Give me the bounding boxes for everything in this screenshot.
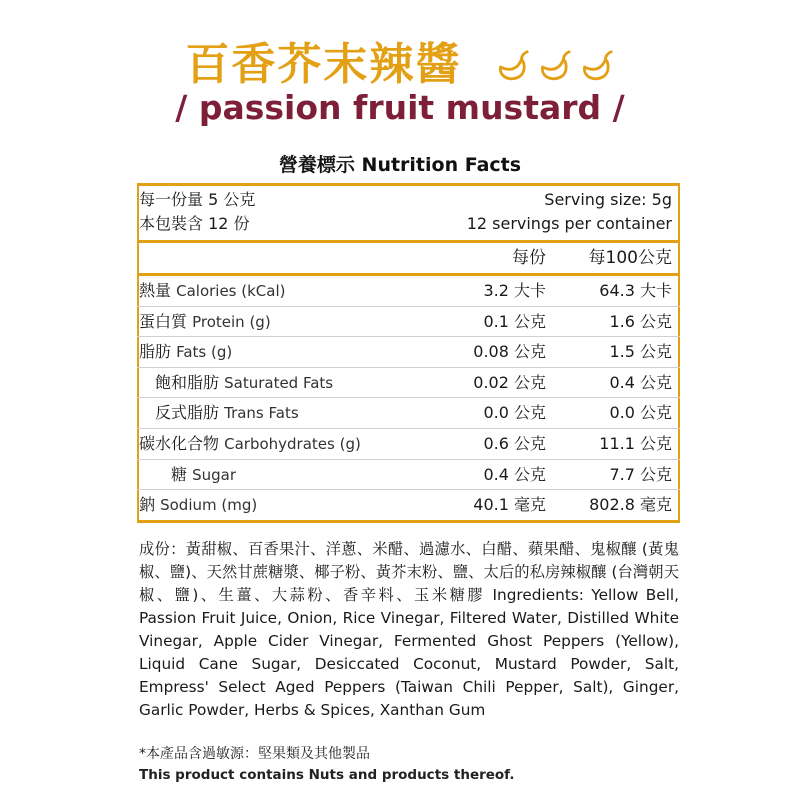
serving-size-cn: 每一份量 5 公克: [139, 190, 256, 209]
heat-level: [493, 48, 615, 86]
chili-pepper-icon: [577, 48, 615, 86]
nutrient-name-cn: 鈉: [139, 495, 156, 515]
nutrient-row: [139, 398, 674, 428]
product-title-en: / passion fruit mustard /: [175, 88, 625, 127]
nutrient-name: [139, 307, 271, 337]
nutrient-name-en: Sugar: [192, 465, 237, 484]
nutrient-name: [139, 490, 257, 520]
nutrient-per-serving: 0.6 公克: [483, 434, 546, 453]
nutrient-name: [139, 276, 286, 306]
nutrient-name-en: Calories (kCal): [176, 282, 286, 300]
nutrient-per-100g: 802.8 毫克: [589, 495, 672, 515]
nutrient-name-en: Saturated Fats: [224, 373, 334, 392]
nutrient-name-cn: 熱量: [139, 281, 172, 300]
nutrient-per-serving: 40.1 毫克: [473, 495, 546, 515]
nutrient-per-100g: 64.3 大卡: [599, 281, 672, 300]
column-header-row: [139, 243, 674, 273]
nutrient-per-serving: 0.1 公克: [483, 311, 546, 331]
nutrient-per-100g: 7.7 公克: [609, 464, 672, 484]
ingredients-text: 成份：黃甜椒、百香果汁、洋蔥、米醋、過濾水、白醋、蘋果醋、鬼椒釀 (黃鬼椒、鹽)、天然甘蔗糖漿、椰子粉、黃芥末粉、鹽、太后的私房辣椒釀 (台灣朝天椒、鹽)、生薑、大蒜粉、香辛料、玉米糖膠 Ingredients: Yellow Bell, Passion Fruit Juice, Onion, Rice Vinegar, Filtered Water, Distilled White Vinegar, Apple Cider Vinegar, Fermented Ghost Peppers (Yellow), Liquid Cane Sugar, Desiccated Coconut, Mustard Powder, Salt, Empress' Select Aged Peppers (Taiwan Chili Pepper, Salt), Ginger, Garlic Powder, Herbs & Spices, Xanthan Gum: [139, 540, 679, 719]
nutrient-per-serving: 3.2 大卡: [483, 281, 546, 300]
chili-pepper-icon: [493, 48, 531, 86]
nutrient-row: [139, 429, 674, 459]
nutrient-name-en: Trans Fats: [224, 404, 299, 423]
nutrient-per-100g: 1.5 公克: [609, 342, 672, 362]
nutrient-name-en: Sodium (mg): [160, 496, 258, 515]
nutrient-row: [139, 307, 674, 337]
nutrient-name-en: Fats (g): [176, 343, 233, 362]
nutrient-row: [139, 337, 674, 367]
nutrient-row: [139, 276, 674, 306]
nutrient-name-cn: 蛋白質: [139, 311, 188, 331]
allergen-note-cn: *本產品含過敏源：堅果類及其他製品: [139, 746, 370, 762]
nutrient-per-serving: 0.02 公克: [473, 372, 546, 392]
nutrient-name: [139, 429, 361, 459]
product-title-cn: [0, 28, 800, 92]
serving-size-en: Serving size: 5g: [544, 190, 672, 209]
chili-pepper-icon: [535, 48, 573, 86]
table-bottom-border: [137, 520, 680, 523]
nutrient-per-100g: 0.0 公克: [609, 403, 672, 423]
nutrient-name-cn: 反式脂肪: [155, 403, 220, 423]
servings-cn: 本包裝含 12 份: [139, 214, 250, 233]
nutrient-per-serving: 0.08 公克: [473, 342, 546, 362]
nutrient-row: [139, 368, 674, 398]
nutrition-facts-title: 營養標示 Nutrition Facts: [278, 154, 522, 176]
nutrient-per-100g: 11.1 公克: [599, 434, 672, 453]
nutrient-name: [139, 337, 232, 367]
nutrient-name-en: Carbohydrates (g): [224, 435, 361, 453]
nutrient-row: [139, 490, 674, 520]
column-per-serving: 每份: [512, 248, 546, 268]
nutrient-name-cn: 脂肪: [139, 342, 172, 362]
product-title-cn-text: 百香芥末辣醬: [185, 39, 462, 90]
nutrient-name: [171, 460, 236, 490]
nutrient-name-cn: 飽和脂肪: [155, 372, 220, 392]
nutrient-per-100g: 1.6 公克: [609, 311, 672, 331]
nutrient-name-cn: 碳水化合物: [139, 434, 220, 453]
nutrient-name-cn: 糖: [171, 464, 188, 484]
allergen-note-en: This product contains Nuts and products thereof.: [139, 767, 515, 783]
nutrient-per-serving: 0.4 公克: [483, 464, 546, 484]
nutrient-per-serving: 0.0 公克: [483, 403, 546, 423]
nutrient-name: [155, 368, 333, 398]
column-per-100g: 每100公克: [588, 248, 672, 268]
nutrient-per-100g: 0.4 公克: [609, 372, 672, 392]
table-top-border: [137, 183, 680, 186]
nutrient-name-en: Protein (g): [192, 312, 271, 331]
nutrient-name: [155, 398, 299, 428]
nutrient-row: [139, 460, 674, 490]
servings-en: 12 servings per container: [466, 214, 672, 233]
